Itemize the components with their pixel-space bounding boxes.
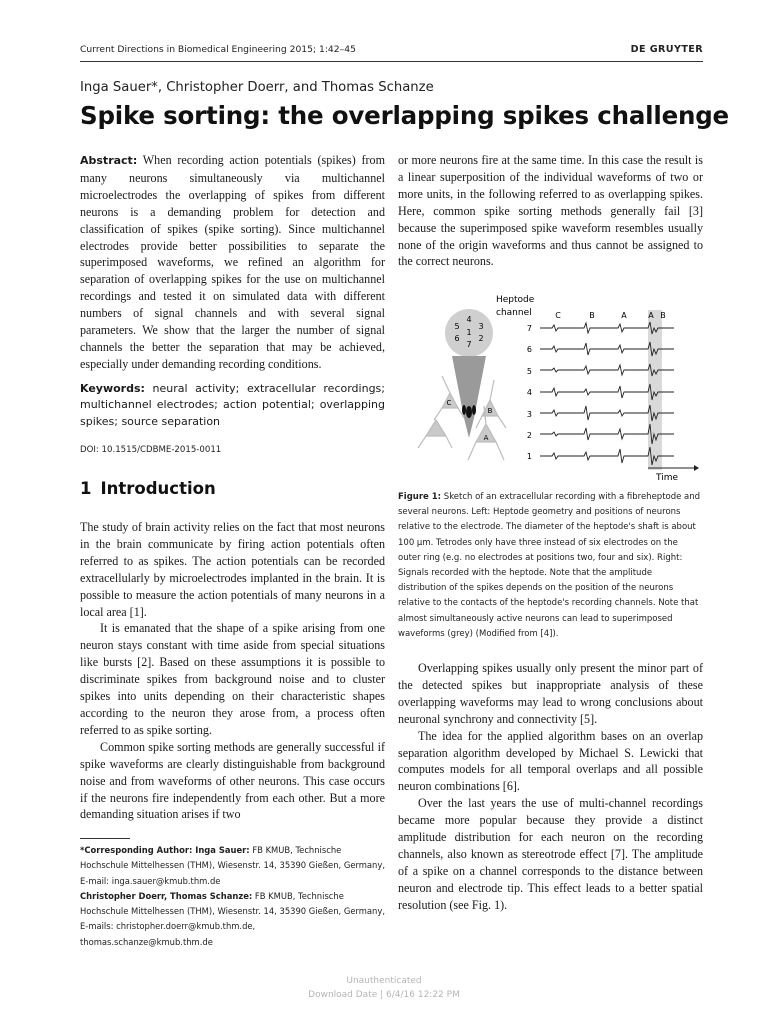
left-column: [80, 152, 385, 431]
channel-number: 1: [526, 452, 532, 461]
caption-label: Figure 1:: [398, 492, 442, 502]
footnote-text: FB KMUB, Technische Hochschule Mittelhessen (THM), Wiesenstr. 14, 35390 Gießen, Germany, E-mail: inga.sauer@kmub.thm.de: [80, 845, 385, 886]
section-heading-introduction: [80, 479, 216, 498]
author-list: Inga Sauer*, Christopher Doerr, and Thomas Schanze: [80, 80, 434, 95]
abstract: [80, 152, 385, 373]
electrode-number: 4: [466, 315, 472, 324]
keywords: [80, 381, 385, 431]
keywords-label: Keywords:: [80, 381, 145, 395]
header-rule: [80, 61, 703, 62]
footnote-rule: [80, 838, 130, 839]
caption-text: Sketch of an extracellular recording with a fibreheptode and several neurons. Left: Heptode geometry and positions of neurons relative to the electrode. The diameter of the heptode's shaft is about 100 μm. Tetrodes only have three instead of six electrodes on the outer ring (e.g. no electrodes at positions two, four and six). Right: Signals recorded with the heptode. Note that the amplitude distribution of the spikes depends on the position of the neurons relative to the contacts of the heptode's recording channels. Note that almost simultaneously active neurons can lead to superimposed waveforms (grey) (Modified from [4]).: [398, 492, 701, 639]
electrode-tip: [462, 405, 466, 415]
column-label: A: [648, 311, 654, 320]
body-paragraph: Over the last years the use of multi-channel recordings became more popular because they provide a distinct amplitude distribution for each neuron on the recording channels, also known as stereotrode effect [7]. The amplitude of a spike on a channel corresponds to the distance between neuron and electrode tip. This effect leads to a better spatial resolution (see Fig. 1).: [398, 796, 703, 912]
channel-number: 5: [526, 367, 532, 376]
running-header: [80, 41, 703, 58]
channel-label: channel: [496, 308, 532, 318]
heptode-shaft: [452, 356, 486, 438]
footnote-label: Christopher Doerr, Thomas Schanze:: [80, 890, 253, 901]
section-number: 1: [80, 479, 92, 498]
neuron-label: A: [483, 434, 489, 442]
time-arrow-icon: [694, 465, 699, 471]
channel-number: 2: [526, 431, 532, 440]
electrode-number: 3: [478, 322, 484, 331]
electrode-tip: [472, 405, 476, 415]
electrode-tip: [466, 406, 472, 418]
footnote: [80, 843, 385, 950]
electrode-number: 7: [466, 340, 472, 349]
figure-1-graphic: [412, 288, 702, 484]
footnote-label: *Corresponding Author: Inga Sauer:: [80, 845, 250, 855]
neuron-b: [476, 380, 506, 428]
figure-caption: [398, 490, 703, 642]
intro-paragraph: The study of brain activity relies on the fact that most neurons in the brain communicate by firing action potentials often referred to as spikes. The action potentials can be recorded extracellularly by microelectrodes implanted in the brain. It is possible to measure the action potentials of many neurons in a local area [1].: [80, 520, 385, 619]
publisher-name: DE GRUYTER: [630, 44, 703, 55]
electrode-number: 2: [478, 334, 484, 343]
footnote-text: FB KMUB, Technische Hochschule Mittelhessen (THM), Wiesenstr. 14, 35390 Gießen, Germany, E-mails: christopher.doerr@kmub.thm.de, thomas.schanze@kmub.thm.de: [80, 890, 385, 947]
column-label: A: [621, 311, 627, 320]
column-label: B: [589, 311, 595, 320]
neuron-label: B: [487, 407, 493, 415]
overlap-highlight: [648, 310, 662, 470]
electrode-number: 1: [466, 328, 472, 337]
channel-number: 4: [526, 388, 532, 397]
body-paragraph: The idea for the applied algorithm bases on an overlap separation algorithm developed by Michael S. Lewicki that computes models for all temporal overlaps and all possible neuron combinations [6].: [398, 728, 703, 794]
paper-title: Spike sorting: the overlapping spikes challenge: [80, 101, 729, 130]
column-label: C: [555, 311, 561, 320]
channel-number: 6: [526, 345, 532, 354]
keywords-text: neural activity; extracellular recordings; multichannel electrodes; action potential; overlapping spikes; source separation: [80, 381, 385, 428]
figure-1: [412, 288, 702, 484]
right-column-bottom: [398, 660, 703, 914]
heptode-label: Heptode: [496, 295, 535, 305]
continued-paragraph: or more neurons fire at the same time. In this case the result is a linear superposition of the individual waveforms of two or more units, in the following referred to as overlapping spikes. Here, common spike sorting methods generally fail [3] because the superimposed spike waveform resembles usually none of the origin waveforms and thus cannot be assigned to the correct neurons.: [398, 153, 703, 269]
abstract-label: Abstract:: [80, 154, 138, 167]
body-paragraph: Overlapping spikes usually only present the minor part of the detected spikes but inappropriate analysis of these overlapping waveforms may lead to wrong conclusions about neuronal synchrony and connectivity [5].: [398, 661, 703, 726]
doi: DOI: 10.1515/CDBME-2015-0011: [80, 445, 222, 455]
channel-number: 3: [526, 410, 532, 419]
electrode-number: 6: [454, 334, 460, 343]
intro-paragraph: It is emanated that the shape of a spike arising from one neuron stays constant with time aside from special situations like bursts [2]. Based on these assumptions it is possible to discriminate spikes from background noise and to cluster spikes into units depending on their characteristic shapes according to the neuron they arose from, a process often referred to as spike sorting.: [80, 621, 385, 737]
abstract-text: When recording action potentials (spikes) from many neurons simultaneously via multichannel microelectrodes the overlapping of spikes from different neurons is a demanding problem for detection and classification of spikes (spike sorting). Since multichannel electrodes provide better possibilities to separate the superimposed waveforms, we refined an algorithm for separation of overlapping spikes for the use on multichannel recordings and tested it on simulated data with different numbers of signal channels and with several signal parameters. We show that the larger the number of signal channels the better the separation that may be achieved, especially under demanding recording conditions.: [80, 153, 386, 371]
introduction-body: [80, 519, 385, 823]
channel-number: 7: [526, 324, 532, 333]
watermark-line: Download Date | 6/4/16 12:22 PM: [308, 990, 460, 1000]
electrode-number: 5: [454, 322, 460, 331]
section-title: Introduction: [100, 479, 216, 498]
column-label: B: [660, 311, 666, 320]
right-column-top: [398, 152, 703, 270]
time-label: Time: [656, 473, 679, 483]
neuron-label: C: [446, 399, 452, 407]
neuron-other: [418, 420, 452, 448]
watermark-line: Unauthenticated: [346, 976, 422, 986]
intro-paragraph: Common spike sorting methods are generally successful if spike waveforms are clearly distinguishable from background noise and from waveforms of other neurons. This case occurs if the neurons fire independently from each other. But a more demanding situation arises if two: [80, 739, 385, 822]
journal-citation: Current Directions in Biomedical Engineering 2015; 1:42–45: [80, 44, 356, 55]
